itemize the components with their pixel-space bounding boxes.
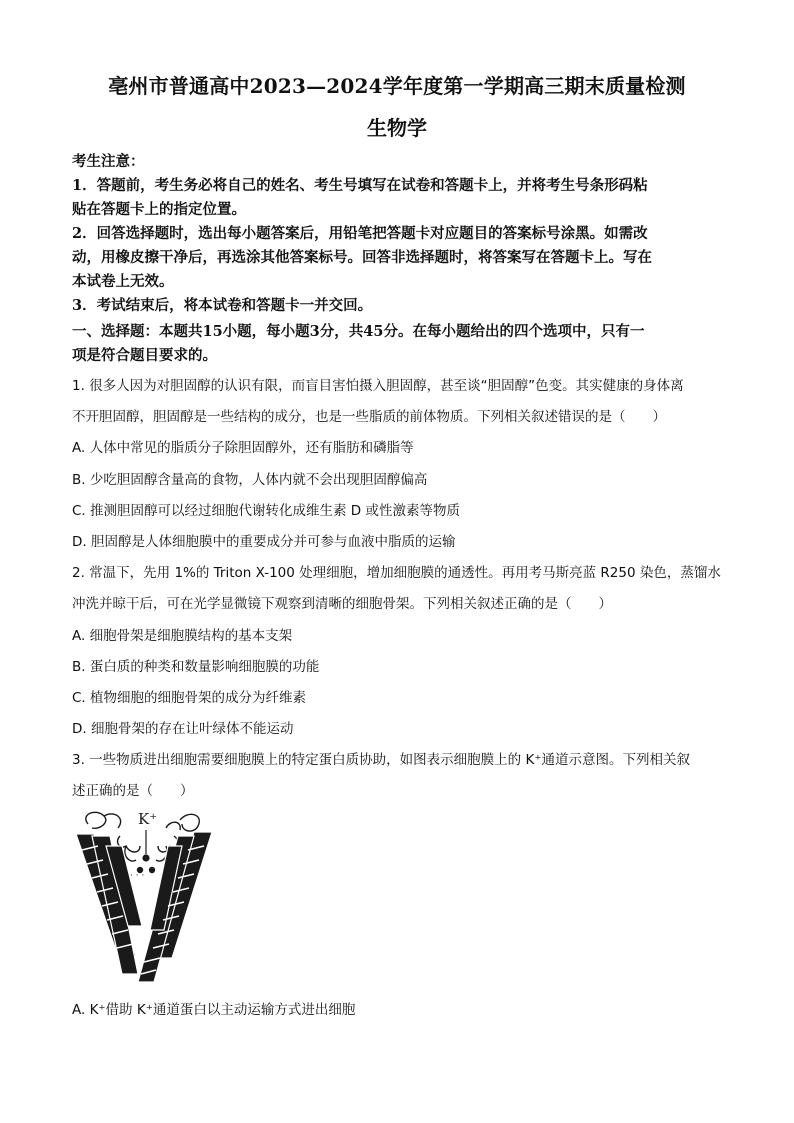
question-1-stem-line-2: 不开胆固醇，胆固醇是一些结构的成分，也是一些脂质的前体物质。下列相关叙述错误的是（ ） bbox=[72, 409, 666, 425]
figure-label: K⁺ bbox=[138, 810, 158, 828]
question-2-stem-line-2: 冲洗并晾干后，可在光学显微镜下观察到清晰的细胞骨架。下列相关叙述正确的是（ ） bbox=[72, 596, 612, 612]
ion bbox=[149, 867, 155, 873]
question-3-stem-line-2: 述正确的是（ ） bbox=[72, 783, 194, 799]
subject-title: 生物学 bbox=[367, 116, 427, 140]
notice-item-3: 3．考试结束后，将本试卷和答题卡一并交回。 bbox=[72, 297, 373, 314]
section-heading-line-2: 项是符合题目要求的。 bbox=[72, 347, 217, 364]
question-2-option-b: B. 蛋白质的种类和数量影响细胞膜的功能 bbox=[72, 659, 320, 675]
question-3-stem-line-1: 3. 一些物质进出细胞需要细胞膜上的特定蛋白质协助，如图表示细胞膜上的 K⁺通道示意图。下列相关叙 bbox=[72, 752, 690, 768]
question-2-option-d: D. 细胞骨架的存在让叶绿体不能运动 bbox=[72, 721, 294, 737]
section-heading-line-1: 一、选择题：本题共15小题，每小题3分，共45分。在每小题给出的四个选项中，只有一 bbox=[72, 323, 645, 340]
loop-right bbox=[180, 814, 199, 831]
question-1-option-d: D. 胆固醇是人体细胞膜中的重要成分并可参与血液中脂质的运输 bbox=[72, 534, 456, 550]
notice-item-2-line-2: 动，用橡皮擦干净后，再选涂其他答案标号。回答非选择题时，将答案写在答题卡上。写在 bbox=[72, 249, 652, 266]
question-1-stem-line-1: 1. 很多人因为对胆固醇的认识有限，而盲目害怕摄入胆固醇，甚至谈“胆固醇”色变。其实健康的身体离 bbox=[72, 378, 684, 394]
ion bbox=[142, 854, 149, 861]
potassium-channel-illustration bbox=[70, 806, 220, 988]
question-3-option-a: A. K⁺借助 K⁺通道蛋白以主动运输方式进出细胞 bbox=[72, 1002, 356, 1018]
helices-right bbox=[138, 832, 212, 982]
notice-item-1-line-1: 1．答题前，考生务必将自己的姓名、考生号填写在试卷和答题卡上，并将考生号条形码粘 bbox=[72, 177, 648, 194]
loop-left-2 bbox=[104, 814, 121, 828]
question-2-stem-line-1: 2. 常温下，先用 1%的 Triton X-100 处理细胞，增加细胞膜的通透性。再用考马斯亮蓝 R250 染色，蒸馏水 bbox=[72, 565, 721, 581]
question-1-option-b: B. 少吃胆固醇含量高的食物，人体内就不会出现胆固醇偏高 bbox=[72, 472, 428, 488]
question-1-option-c: C. 推测胆固醇可以经过细胞代谢转化成维生素 D 或性激素等物质 bbox=[72, 503, 460, 519]
notice-item-2-line-1: 2．回答选择题时，选出每小题答案后，用铅笔把答题卡对应题目的答案标号涂黑。如需改 bbox=[72, 225, 648, 242]
notice-item-1-line-2: 贴在答题卡上的指定位置。 bbox=[72, 201, 246, 218]
question-2-option-c: C. 植物细胞的细胞骨架的成分为纤维素 bbox=[72, 690, 307, 706]
loop-left bbox=[86, 812, 106, 828]
notice-heading: 考生注意： bbox=[72, 153, 145, 170]
loop-right-2 bbox=[166, 822, 180, 830]
notice-item-2-line-3: 本试卷上无效。 bbox=[72, 273, 174, 290]
exam-title: 亳州市普通高中2023—2024学年度第一学期高三期末质量检测 bbox=[108, 74, 686, 98]
ion-dots: · · · bbox=[130, 871, 145, 881]
question-2-option-a: A. 细胞骨架是细胞膜结构的基本支架 bbox=[72, 628, 293, 644]
potassium-channel-figure bbox=[70, 806, 220, 988]
question-1-option-a: A. 人体中常见的脂质分子除胆固醇外，还有脂肪和磷脂等 bbox=[72, 440, 414, 456]
